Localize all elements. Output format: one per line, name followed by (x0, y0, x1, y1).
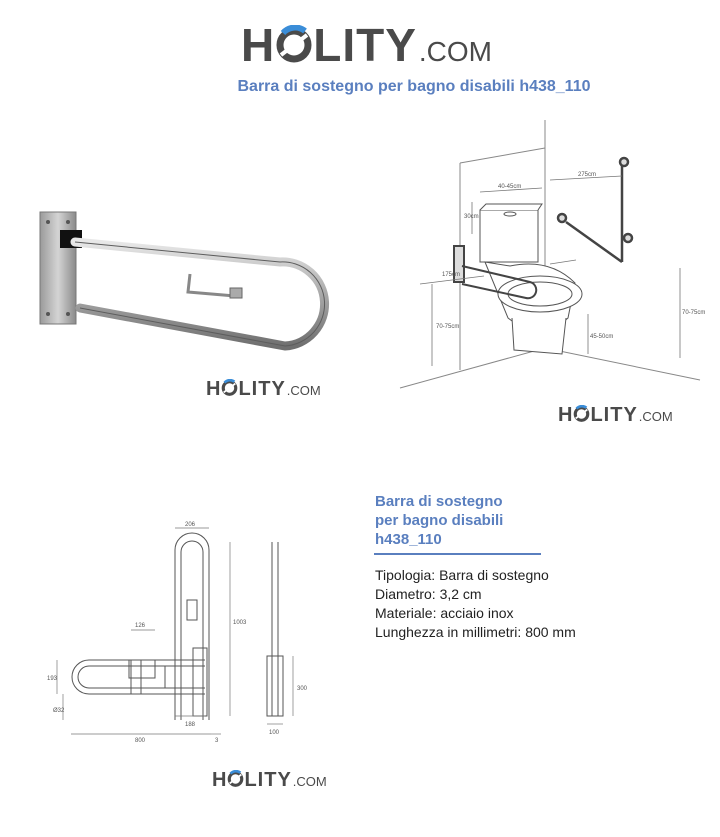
spec-row-diametro: Diametro: 3,2 cm (375, 586, 482, 602)
logo-letter-h: H (241, 19, 276, 71)
logo-domain: .COM (418, 36, 493, 67)
logo-domain: .COM (286, 383, 321, 398)
logo-letter-h: H (206, 378, 222, 400)
dim-label: 188 (185, 722, 196, 728)
spec-row-tipologia: Tipologia: Barra di sostegno (375, 567, 549, 583)
spec-value: 3,2 cm (439, 586, 482, 602)
logo-domain: .COM (292, 774, 327, 789)
dim-label: 275cm (578, 172, 597, 178)
spec-label: Tipologia (375, 567, 432, 583)
dim-label: 126 (135, 623, 146, 629)
brand-logo[interactable] (241, 18, 492, 72)
dim-label: 30cm (464, 214, 479, 220)
dim-label: 193 (47, 676, 58, 682)
page-title: Barra di sostegno per bagno disabili h438_110 (237, 78, 591, 95)
brand-logo-small-2[interactable] (558, 404, 673, 427)
room-installation-diagram (390, 118, 710, 398)
dim-label: 100 (269, 730, 280, 736)
logo-letters-lity: LITY (244, 769, 292, 791)
dim-label: 300 (297, 686, 308, 692)
dim-label: Ø32 (53, 708, 65, 714)
logo-letter-h: H (212, 769, 228, 791)
logo-ring-icon (573, 404, 590, 427)
technical-drawing (35, 520, 335, 750)
brand-logo-small-1[interactable] (206, 378, 321, 401)
dim-label: 70-75cm (682, 310, 706, 316)
dim-label: 45-50cm (590, 334, 614, 340)
info-title-line: Barra di sostegno (375, 493, 503, 510)
spec-label: Lunghezza in millimetri (375, 624, 518, 640)
spec-row-lunghezza: Lunghezza in millimetri: 800 mm (375, 624, 576, 640)
dim-label: 3 (215, 738, 219, 744)
spec-value: Barra di sostegno (439, 567, 549, 583)
logo-letters-lity: LITY (590, 404, 638, 426)
brand-logo-small-3[interactable] (212, 769, 327, 792)
dim-label: 800 (135, 738, 146, 744)
product-photo-grab-bar (30, 200, 330, 360)
dim-label: 1003 (233, 620, 247, 626)
logo-letter-h: H (558, 404, 574, 426)
dim-label: 175cm (442, 272, 461, 278)
dim-label: 206 (185, 522, 196, 528)
logo-domain: .COM (638, 409, 673, 424)
info-title-line: per bagno disabili (375, 512, 504, 529)
spec-label: Materiale (375, 605, 433, 621)
info-divider (374, 553, 541, 555)
logo-ring-icon (227, 769, 244, 792)
logo-letters-lity: LITY (238, 378, 286, 400)
dim-label: 40-45cm (498, 184, 522, 190)
spec-label: Diametro (375, 586, 432, 602)
spec-value: acciaio inox (440, 605, 514, 621)
spec-list (375, 566, 576, 642)
spec-value: 800 mm (525, 624, 576, 640)
product-info-title (375, 492, 555, 549)
logo-ring-icon (275, 18, 313, 72)
logo-letters-lity: LITY (313, 19, 417, 71)
dim-label: 70-75cm (436, 324, 460, 330)
logo-ring-icon (221, 378, 238, 401)
info-title-line: h438_110 (375, 531, 442, 548)
spec-row-materiale: Materiale: acciaio inox (375, 605, 514, 621)
